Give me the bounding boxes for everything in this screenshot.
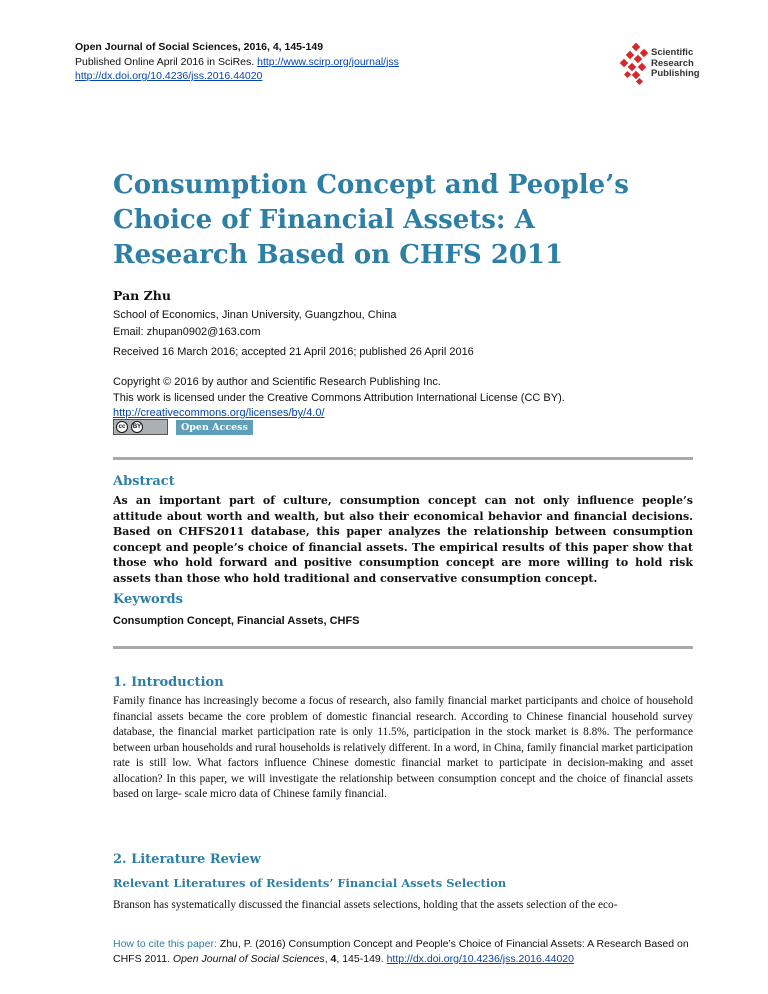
- journal-citation-line: Open Journal of Social Sciences, 2016, 4, 145-149: [75, 41, 324, 53]
- journal-url-link[interactable]: http://www.scirp.org/journal/jss: [257, 55, 399, 68]
- affiliation: School of Economics, Jinan University, Guangzhou, China: [113, 309, 397, 321]
- author-email: Email: zhupan0902@163.com: [113, 326, 261, 338]
- introduction-heading: 1. Introduction: [113, 675, 224, 690]
- published-line: [75, 55, 399, 70]
- literature-review-heading: 2. Literature Review: [113, 852, 261, 867]
- divider: [113, 646, 693, 649]
- divider: [113, 457, 693, 460]
- open-access-badge: Open Access: [176, 420, 253, 435]
- how-to-cite: [113, 937, 703, 967]
- by-icon: BY: [131, 421, 143, 433]
- logo-line-1: Scientific: [651, 47, 694, 58]
- introduction-text: Family finance has increasingly become a focus of research, also family financial market participants and choice of household financial assets became the core problem of domestic financial research. According to Chinese financial household survey database, the financial market participation rate is only 11.5%, participation in the stock market is 8.8%. The performance between urban households and rural households is relatively different. In a word, in China, family financial market participation rate is still low. What factors influence Chinese domestic financial market to participate in decision-making and asset allocation? In this paper, we will investigate the relationship between consumption concept and the choice of financial assets based on large- scale micro data of Chinese family financial.: [113, 695, 693, 800]
- publisher-logo: [619, 42, 709, 92]
- license-badges: [113, 418, 253, 436]
- paper-title: Consumption Concept and People’s Choice of Financial Assets: A Research Based on CHFS 2011: [113, 170, 629, 270]
- cite-sep: ,: [324, 953, 331, 965]
- journal-header: [75, 40, 399, 84]
- publisher-logo-diamonds-icon: [619, 42, 651, 86]
- doi-link[interactable]: http://dx.doi.org/10.4236/jss.2016.44020: [75, 70, 263, 82]
- cite-label: How to cite this paper:: [113, 938, 217, 950]
- cite-pages: , 145-149.: [336, 953, 387, 965]
- cc-icon: cc: [116, 421, 128, 433]
- logo-line-3: Publishing: [651, 68, 700, 79]
- license-link[interactable]: http://creativecommons.org/licenses/by/4.0/: [113, 407, 325, 419]
- keywords-text: Consumption Concept, Financial Assets, CHFS: [113, 615, 360, 627]
- publication-dates: Received 16 March 2016; accepted 21 April 2016; published 26 April 2016: [113, 346, 474, 358]
- cite-doi-link[interactable]: http://dx.doi.org/10.4236/jss.2016.44020: [386, 953, 574, 965]
- license-line: This work is licensed under the Creative Commons Attribution International License (CC BY).: [113, 391, 565, 404]
- author-name: Pan Zhu: [113, 288, 171, 303]
- cite-reference: Zhu, P. (2016) Consumption Concept and People’s Choice of Financial Assets: A Research Based on CHFS 2011.: [113, 938, 689, 965]
- cc-by-badge-icon[interactable]: [113, 419, 168, 435]
- literature-review-subheading: Relevant Literatures of Residents’ Financial Assets Selection: [113, 876, 507, 890]
- abstract-heading: Abstract: [113, 474, 175, 489]
- keywords-heading: Keywords: [113, 592, 183, 607]
- abstract-text: As an important part of culture, consumption concept can not only influence people’s attitude about worth and wealth, but also their economical behavior and financial decisions. Based on CHFS2011 database, this paper analyzes the relationship between consumption concept and people’s choice of financial assets. The empirical results of this paper show that those who hold forward and positive consumption concept are more willing to hold risk assets than those who hold traditional and conservative consumption concept.: [113, 494, 693, 585]
- publisher-logo-text: [651, 48, 700, 80]
- cite-volume: 4: [330, 953, 337, 965]
- literature-review-text: Branson has systematically discussed the financial assets selections, holding that the assets selection of the eco-: [113, 899, 618, 911]
- copyright-block: [113, 375, 565, 422]
- copyright-line: Copyright © 2016 by author and Scientific Research Publishing Inc.: [113, 376, 441, 388]
- published-prefix: Published Online April 2016 in SciRes.: [75, 55, 258, 68]
- logo-line-2: Research: [651, 57, 694, 69]
- author-affiliation-block: [113, 307, 397, 341]
- cite-journal: Open Journal of Social Sciences: [172, 953, 325, 965]
